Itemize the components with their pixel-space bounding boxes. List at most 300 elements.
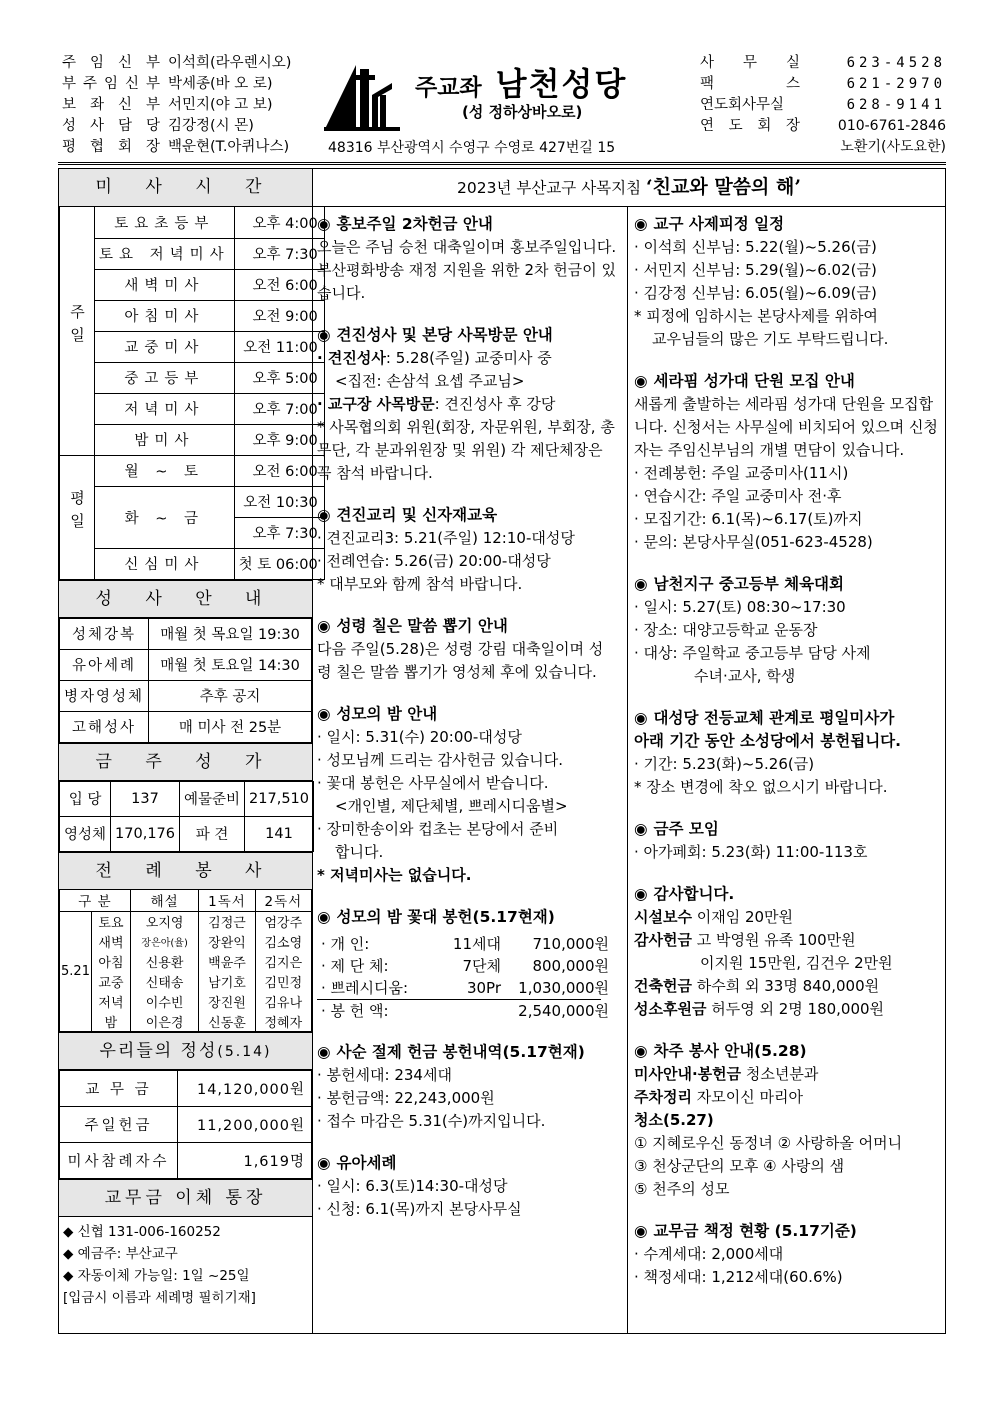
liturgy-row [60, 1012, 312, 1032]
notice-promotion-collection [317, 213, 617, 305]
notice-line: · 연습시간: 주일 교중미사 전·후 [634, 487, 842, 505]
notice-flower-offering [317, 906, 617, 1022]
contact-value: 노환기(사도요한) [840, 139, 946, 155]
left-column [59, 169, 318, 1333]
hymn-part: 입 당 [60, 781, 111, 816]
offering-table [59, 1070, 312, 1179]
contact-label [700, 95, 800, 116]
flower-count: 30Pr [466, 979, 501, 997]
notice-bullet-icon: ◉ [634, 885, 648, 903]
liturgy-row [60, 972, 312, 992]
offering-row [60, 1071, 312, 1107]
flower-offering-table [317, 933, 617, 1022]
notice-line: <개인별, 제단체별, 쁘레시디움별> [335, 797, 568, 815]
contact-label-char: 실 [785, 55, 800, 71]
staff-role-char: 장 [145, 139, 160, 155]
notice-line: 청소년분과 [741, 1065, 819, 1083]
notices-area [313, 169, 945, 1333]
notice-bullet-icon: ◉ [317, 617, 331, 635]
staff-role [62, 116, 160, 137]
notice-sports-day [634, 573, 941, 688]
notice-line: · 기간: 5.23(화)~5.26(금) [634, 755, 815, 773]
sacrament-time: 매월 첫 토요일 14:30 [149, 649, 312, 680]
hymn-number: 217,510 [245, 781, 314, 816]
staff-role-char: 신 [124, 76, 139, 92]
bank-line: ◆ 예금주: 부산교구 [63, 1246, 178, 1262]
liturgy-reader: 김소영 [255, 932, 311, 952]
notices-column-2 [628, 207, 945, 1333]
notice-bullet-icon: ◉ [634, 215, 648, 233]
mass-name: 저녁미사 [95, 393, 235, 424]
liturgy-header: 2독서 [255, 890, 311, 912]
hymn-row [60, 816, 314, 851]
notice-title-cont: 아래 기간 동안 소성당에서 봉헌됩니다. [634, 732, 902, 750]
notice-line: ① 지혜로우신 동정녀 ② 사랑하올 어머니 [634, 1134, 903, 1152]
sacrament-row [60, 649, 312, 680]
sacrament-name: 병자영성체 [60, 680, 149, 711]
notice-line: · 문의: 본당사무실(051-623-4528) [634, 533, 873, 551]
mass-time: 오전 11:00 [234, 331, 324, 362]
hymns-table [59, 781, 314, 852]
notice-line-label: · 견진성사 [317, 349, 386, 367]
notice-bullet-icon: ◉ [317, 1043, 331, 1061]
notice-bullet-icon: ◉ [634, 1042, 648, 1060]
offering-title: 우리들의 정성 [99, 1041, 218, 1061]
flower-row [317, 977, 617, 999]
liturgy-mass: 아침 [92, 952, 131, 972]
hymn-part: 영성체 [60, 816, 111, 851]
liturgy-row [60, 992, 312, 1012]
offering-row [60, 1143, 312, 1179]
contact-value: 621-2970 [846, 76, 946, 92]
offering-value: 11,200,000원 [178, 1107, 312, 1143]
bulletin-header [60, 53, 946, 159]
notice-title: 남천지구 중고등부 체육대회 [653, 575, 845, 593]
offering-label: 교 무 금 [60, 1071, 178, 1107]
banner-slogan: ‘친교와 말씀의 해’ [646, 176, 801, 198]
notice-bullet-icon: ◉ [317, 506, 331, 524]
contact-label-char: 도 [728, 118, 743, 134]
contact-label-char: 무 [742, 55, 757, 71]
mass-name: 화 ~ 금 [95, 486, 235, 548]
notice-line: · 장소: 대양고등학교 운동장 [634, 621, 818, 639]
flower-count [439, 1000, 501, 1022]
notice-line: · 모집기간: 6.1(목)~6.17(토)까지 [634, 510, 863, 528]
notice-bullet-icon: ◉ [634, 372, 648, 390]
notice-line: · 신청: 6.1(목)까지 본당사무실 [317, 1200, 522, 1218]
notice-bullet-icon: ◉ [634, 820, 648, 838]
flower-amount: 1,030,000원 [518, 979, 609, 997]
notice-line: * 장소 변경에 착오 없으시기 바랍니다. [634, 778, 888, 796]
notice-holy-spirit-words [317, 615, 617, 684]
staff-row [62, 116, 322, 137]
contact-row [700, 137, 946, 158]
notice-choir-recruit [634, 370, 941, 554]
staff-role-char: 담 [117, 118, 132, 134]
liturgy-reader: 신용환 [130, 952, 198, 972]
notice-line: · 봉헌세대: 234세대 [317, 1066, 452, 1084]
notice-title: 금주 모임 [653, 820, 719, 838]
notice-bullet-icon: ◉ [317, 1154, 331, 1172]
notice-title: 감사합니다. [653, 885, 735, 903]
liturgy-row [60, 952, 312, 972]
hymns-heading: 금 주 성 가 [59, 743, 312, 781]
staff-name: 이석희(라우렌시오) [168, 55, 292, 71]
church-prefix: 주교좌 [415, 75, 482, 101]
staff-role-char: 좌 [89, 97, 104, 113]
offering-label: 미사참례자수 [60, 1143, 178, 1179]
staff-list [62, 53, 322, 158]
flower-amount: 800,000원 [532, 957, 609, 975]
notice-line-label: 시설보수 [634, 908, 692, 926]
mass-schedule-heading: 미 사 시 간 [59, 169, 312, 207]
mass-name: 밤미사 [95, 424, 235, 455]
sacraments-heading: 성 사 안 내 [59, 580, 312, 618]
liturgy-header: 해설 [130, 890, 198, 912]
church-logo-icon [322, 55, 402, 135]
notice-title: 사순 절제 헌금 봉헌내역(5.17현재) [336, 1043, 585, 1061]
sacrament-row [60, 680, 312, 711]
contact-label-char: 팩 [700, 76, 715, 92]
contact-list [700, 53, 946, 158]
notice-line: · 전례봉헌: 주일 교중미사(11시) [634, 464, 849, 482]
notice-priest-retreat [634, 213, 941, 351]
offering-row [60, 1107, 312, 1143]
liturgy-reader: 이은경 [130, 1012, 198, 1032]
mass-name: 신심미사 [95, 548, 235, 579]
notice-tithe-status [634, 1220, 941, 1289]
notice-line: · 서민지 신부님: 5.29(월)~6.02(금) [634, 261, 877, 279]
notice-body: 다음 주일(5.28)은 성령 강림 대축일이며 성령 칠은 말씀 뽑기가 영성체 후에 있습니다. [317, 640, 604, 681]
contact-label-char: 연도회사무실 [700, 97, 785, 113]
staff-role-char: 보 [62, 97, 77, 113]
liturgy-reader: 장진원 [199, 992, 255, 1012]
flower-category: · 개 인: [321, 935, 370, 953]
liturgy-reader: 김유나 [255, 992, 311, 1012]
notice-line: · 장미한송이와 컵초는 본당에서 준비 [317, 820, 559, 838]
contact-label-char: 사 [700, 55, 715, 71]
notice-line: · 아가페회: 5.23(화) 11:00-113호 [634, 843, 868, 861]
mass-time: 오전 9:00 [234, 300, 324, 331]
notice-bullet-icon: ◉ [634, 709, 648, 727]
staff-role-char: 신 [117, 55, 132, 71]
mass-row [60, 269, 325, 300]
contact-row [700, 95, 946, 116]
staff-role-char: 부 [62, 76, 77, 92]
hymn-number: 170,176 [111, 816, 180, 851]
staff-role [62, 74, 160, 95]
notice-line: 수녀·교사, 학생 [694, 667, 796, 685]
liturgy-mass: 교중 [92, 972, 131, 992]
mass-time: 오후 4:00 [234, 207, 324, 238]
liturgy-heading: 전 례 봉 사 [59, 852, 312, 890]
notice-bullet-icon: ◉ [317, 215, 331, 233]
flower-amount: 710,000원 [532, 935, 609, 953]
notice-title: 성모의 밤 안내 [336, 705, 438, 723]
notice-line: · 김강정 신부님: 6.05(월)~6.09(금) [634, 284, 877, 302]
staff-role-char: 임 [89, 55, 104, 71]
liturgy-mass: 저녁 [92, 992, 131, 1012]
staff-name: 서민지(야 고 보) [168, 97, 273, 113]
bank-info [59, 1217, 312, 1313]
flower-count: 11세대 [452, 935, 501, 953]
notice-line: · 일시: 5.31(수) 20:00-대성당 [317, 728, 522, 746]
flower-amount: 2,540,000원 [518, 1002, 609, 1020]
mass-row [60, 238, 325, 269]
mass-schedule-table [59, 207, 325, 580]
notice-title: 유아세례 [336, 1154, 397, 1172]
staff-name: 백운현(T.아퀴나스) [168, 139, 290, 155]
liturgy-reader: 장완익 [199, 932, 255, 952]
notice-infant-baptism [317, 1152, 617, 1221]
mass-name: 교중미사 [95, 331, 235, 362]
liturgy-header: 1독서 [199, 890, 255, 912]
staff-role-char: 당 [145, 118, 160, 134]
notice-line: · 성모님께 드리는 감사헌금 있습니다. [317, 751, 563, 769]
sacrament-name: 성체강복 [60, 618, 149, 649]
mass-name: 새벽미사 [95, 269, 235, 300]
liturgy-reader: 신동훈 [199, 1012, 255, 1032]
bank-heading: 교무금 이체 통장 [59, 1179, 312, 1217]
contact-label-char: 회 [757, 118, 772, 134]
notice-line: 합니다. [335, 843, 384, 861]
mass-time: 오후 5:00 [234, 362, 324, 393]
liturgy-reader: 백윤주 [199, 952, 255, 972]
sacrament-name: 유아세례 [60, 649, 149, 680]
contact-label [700, 137, 800, 158]
staff-row [62, 137, 322, 158]
flower-row [317, 1000, 617, 1022]
liturgy-reader: 이수빈 [130, 992, 198, 1012]
notice-thanks [634, 883, 941, 1021]
staff-role-char: 협 [89, 139, 104, 155]
notice-line: : 5.28(주일) 교중미사 중 [385, 349, 552, 367]
mass-row [60, 424, 325, 455]
notice-bullet-icon: ◉ [634, 1222, 648, 1240]
notice-line: · 견진교리3: 5.21(주일) 12:10-대성당 [317, 529, 575, 547]
liturgy-reader: 김정근 [199, 912, 255, 932]
liturgy-reader: 정혜자 [255, 1012, 311, 1032]
contact-label [700, 53, 800, 74]
bank-line: ◆ 자동이체 가능일: 1일 ~25일 [63, 1268, 250, 1284]
flower-row [317, 955, 617, 977]
notice-line: 하수희 외 33명 840,000원 [691, 977, 880, 995]
sacrament-time: 매 미사 전 25분 [149, 711, 312, 742]
offering-value: 1,619명 [178, 1143, 312, 1179]
staff-row [62, 95, 322, 116]
notice-confirmation-class [317, 504, 617, 596]
notice-bullet-icon: ◉ [317, 908, 331, 926]
mass-row [60, 362, 325, 393]
notice-line: 이지원 15만원, 김건우 2만원 [700, 954, 893, 972]
church-title [415, 59, 627, 105]
mass-row [60, 393, 325, 424]
liturgy-reader: 신태송 [130, 972, 198, 992]
church-patron: (성 정하상바오로) [462, 103, 583, 121]
notice-confirmation [317, 324, 617, 485]
liturgy-reader: 김지은 [255, 952, 311, 972]
offering-date: (5.14) [217, 1044, 272, 1060]
hymn-part: 예물준비 [180, 781, 245, 816]
staff-role-char: 임 [103, 76, 118, 92]
notice-title: 대성당 전등교체 관계로 평일미사가 [653, 709, 895, 727]
staff-role-char: 회 [117, 139, 132, 155]
notice-line: ⑤ 천주의 성모 [634, 1180, 730, 1198]
notice-title: 세라핌 성가대 단원 모집 안내 [653, 372, 855, 390]
bulletin-body [58, 168, 946, 1334]
notice-line: · 접수 마감은 5.31(수)까지입니다. [317, 1112, 546, 1130]
staff-role-char: 신 [117, 97, 132, 113]
notice-title: 견진성사 및 본당 사목방문 안내 [336, 326, 553, 344]
notice-marian-night [317, 703, 617, 887]
hymn-part: 파 견 [180, 816, 245, 851]
mass-time: 오전 6:00 [234, 269, 324, 300]
notice-line: · 수계세대: 2,000세대 [634, 1245, 784, 1263]
staff-name: 박세종(바 오 로) [168, 76, 273, 92]
offering-label: 주일헌금 [60, 1107, 178, 1143]
hymn-number: 141 [245, 816, 314, 851]
contact-label-char: 연 [700, 118, 715, 134]
hymn-number: 137 [111, 781, 180, 816]
notice-line: 허두영 외 2명 180,000원 [706, 1000, 885, 1018]
notice-title: 홍보주일 2차헌금 안내 [336, 215, 493, 233]
contact-label [700, 116, 800, 137]
notice-line-label: 건축헌금 [634, 977, 692, 995]
notice-title: 견진교리 및 신자재교육 [336, 506, 498, 524]
contact-value: 623-4528 [846, 55, 946, 71]
staff-role-char: 부 [145, 55, 160, 71]
staff-row [62, 53, 322, 74]
staff-role [62, 95, 160, 116]
mass-name: 아침미사 [95, 300, 235, 331]
notice-line-label: · 교구장 사목방문 [317, 395, 435, 413]
mass-time: 첫 토 06:00 [234, 548, 324, 579]
banner-text: 2023년 부산교구 사목지침 [457, 179, 647, 197]
mass-row [60, 300, 325, 331]
mass-group-text: 주일 [68, 303, 86, 350]
liturgy-reader: 오지영 [130, 912, 198, 932]
staff-role-char: 사 [89, 118, 104, 134]
notice-line: · 일시: 6.3(토)14:30-대성당 [317, 1177, 508, 1195]
mass-group-label [60, 207, 95, 455]
mass-name: 토요초등부 [95, 207, 235, 238]
notice-line: ③ 천상군단의 모후 ④ 사랑의 샘 [634, 1157, 845, 1175]
mass-group-text: 평일 [68, 490, 86, 536]
notice-line: <집전: 손삼석 요셉 주교님> [335, 372, 525, 390]
notice-line: 고 박영원 유족 100만원 [691, 931, 856, 949]
offering-heading [59, 1032, 312, 1070]
notice-line: 이재임 20만원 [691, 908, 794, 926]
flower-category: · 봉 헌 액: [321, 1002, 389, 1020]
contact-label-char: 장 [785, 118, 800, 134]
liturgy-reader: 김민정 [255, 972, 311, 992]
staff-role-char: 주 [62, 55, 77, 71]
notice-line-label: 주차정리 [634, 1088, 692, 1106]
mass-row [60, 331, 325, 362]
notice-line: · 이석희 신부님: 5.22(월)~5.26(금) [634, 238, 877, 256]
notices-column-1 [313, 207, 628, 1333]
bank-line: ◆ 신협 131-006-160252 [63, 1224, 221, 1240]
notice-next-week-service [634, 1040, 941, 1201]
sacrament-time: 매월 첫 목요일 19:30 [149, 618, 312, 649]
flower-category: · 제 단 체: [321, 957, 389, 975]
notice-line: * 피정에 임하시는 본당사제를 위하여 [634, 307, 878, 325]
notice-line: · 일시: 5.27(토) 08:30~17:30 [634, 598, 846, 616]
notice-line: · 봉헌금액: 22,243,000원 [317, 1089, 495, 1107]
sacrament-row [60, 711, 312, 742]
liturgy-date: 5.21 [60, 912, 92, 1032]
mass-name: 토요 저녁미사 [95, 238, 235, 269]
mass-time: 오후 7:00 [234, 393, 324, 424]
notice-bullet-icon: ◉ [634, 575, 648, 593]
notice-line: * 대부모와 함께 참석 바랍니다. [317, 575, 523, 593]
notice-title: 교무금 책정 현황 (5.17기준) [653, 1222, 857, 1240]
notice-bullet-icon: ◉ [317, 326, 331, 344]
notice-line: : 견진성사 후 강당 [434, 395, 556, 413]
church-address: 48316 부산광역시 수영구 수영로 427번길 15 [328, 140, 616, 156]
notice-lenten-offering [317, 1041, 617, 1133]
sacrament-time: 추후 공지 [149, 680, 312, 711]
flower-category: · 쁘레시디움: [321, 979, 409, 997]
liturgy-row [60, 912, 312, 932]
mass-time: 오후 9:00 [234, 424, 324, 455]
notice-body: 오늘은 주님 승천 대축일이며 홍보주일입니다. 부산평화방송 재정 지원을 위한 2차 헌금이 있습니다. [317, 238, 617, 302]
sacrament-name: 고해성사 [60, 711, 149, 742]
mass-time: 오전 6:00 [234, 455, 324, 486]
mass-row [60, 548, 325, 579]
notice-line-label: 청소(5.27) [634, 1111, 714, 1129]
staff-name: 김강정(시 몬) [168, 118, 254, 134]
contact-row [700, 74, 946, 95]
contact-value: 628-9141 [846, 97, 946, 113]
notice-line: * 저녁미사는 없습니다. [317, 866, 472, 884]
liturgy-mass: 밤 [92, 1012, 131, 1032]
liturgy-reader: 엄강주 [255, 912, 311, 932]
notice-line: · 대상: 주일학교 중고등부 담당 사제 [634, 644, 871, 662]
liturgy-mass: 새벽 [92, 932, 131, 952]
notice-bullet-icon: ◉ [317, 705, 331, 723]
staff-role-char: 부 [145, 97, 160, 113]
staff-role-char: 평 [62, 139, 77, 155]
contact-label [700, 74, 800, 95]
bank-line: [입금시 이름과 세례명 필히기재] [63, 1290, 256, 1306]
notice-line: · 꽃대 봉헌은 사무실에서 받습니다. [317, 774, 549, 792]
notice-weekly-meeting [634, 818, 941, 864]
liturgy-table [59, 890, 312, 1033]
notice-title: 교구 사제피정 일정 [653, 215, 785, 233]
notice-lighting-replacement [634, 707, 941, 799]
sacrament-row [60, 618, 312, 649]
flower-row [317, 933, 617, 955]
mass-group-label [60, 455, 95, 579]
staff-role-char: 주 [82, 76, 97, 92]
staff-role [62, 53, 160, 74]
contact-row [700, 116, 946, 137]
liturgy-header: 구 분 [60, 890, 131, 912]
notice-line: · 책정세대: 1,212세대(60.6%) [634, 1268, 843, 1286]
contact-value: 010-6761-2846 [837, 118, 946, 134]
mass-row [60, 207, 325, 238]
flower-count: 7단체 [462, 957, 501, 975]
pastoral-banner [313, 169, 945, 207]
hymn-row [60, 781, 314, 816]
liturgy-mass: 토요 [92, 912, 131, 932]
staff-row [62, 74, 322, 95]
notice-title: 차주 봉사 안내(5.28) [653, 1042, 807, 1060]
mass-row [60, 486, 325, 517]
notice-line: 교우님들의 많은 기도 부탁드립니다. [652, 330, 889, 348]
notice-line: 자모이신 마리아 [691, 1088, 803, 1106]
